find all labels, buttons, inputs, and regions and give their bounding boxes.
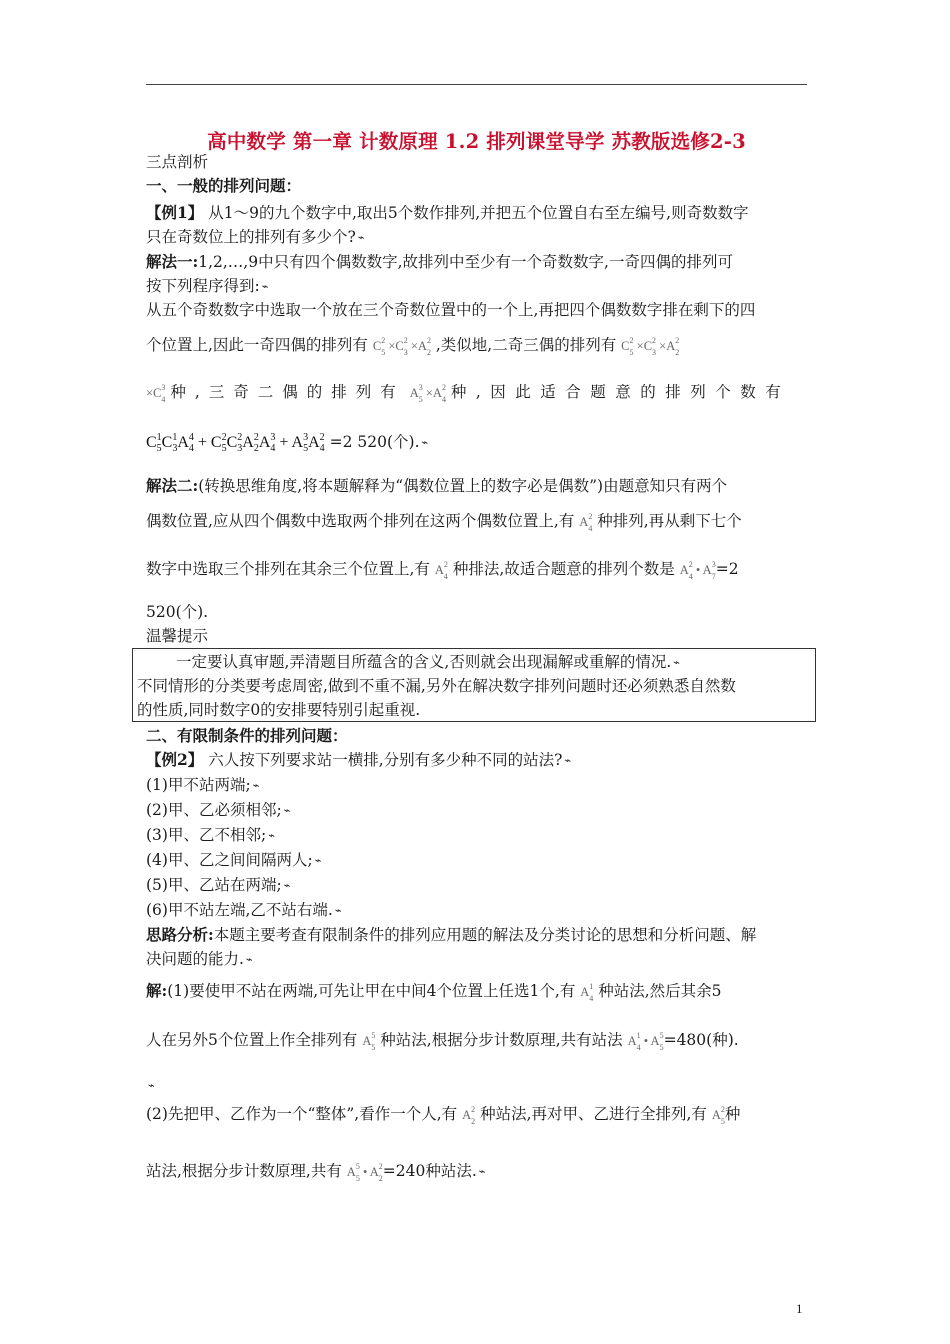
analysis-text-b: 决问题的能力. bbox=[146, 950, 244, 968]
m1-line3: 从五个奇数数字中选取一个放在三个奇数位置中的一个上,再把四个偶数数字排在剩下的四 bbox=[146, 301, 756, 319]
ex2-item-3: (3)甲、乙不相邻; ⌁ bbox=[146, 826, 275, 844]
paragraph-mark-icon: ⌁ bbox=[314, 854, 322, 867]
sol1-line1 bbox=[146, 975, 808, 1011]
formula-c52-c32-a22-b: $C_5^2 \times C_3^2 \times A_2^2$ bbox=[621, 336, 680, 357]
m1-text-d1: 个位置上,因此一奇四偶的排列有 bbox=[146, 336, 368, 354]
part2-heading: 二、有限制条件的排列问题： bbox=[146, 726, 348, 745]
ex1-label: 【例1】 bbox=[146, 203, 204, 222]
sol1-line2 bbox=[146, 1024, 808, 1060]
m1-text-f: =2 520(个). bbox=[329, 433, 420, 451]
paragraph-mark-icon: ⌁ bbox=[421, 436, 429, 449]
tip-line1: 一定要认真审题,弄清题目所蕴含的含义,否则就会出现漏解或重解的情况. ⌁ bbox=[176, 653, 680, 671]
m1-line6 bbox=[146, 426, 808, 461]
ex2-text: 六人按下列要求站一横排,分别有多少种不同的站法? bbox=[208, 751, 563, 769]
ex1-line1 bbox=[146, 201, 808, 225]
ex2-item-5: (5)甲、乙站在两端; ⌁ bbox=[146, 876, 291, 894]
paragraph-mark-icon: ⌁ bbox=[148, 1079, 155, 1092]
formula-a55: $A_5^5$ bbox=[362, 1031, 376, 1052]
sol2-text-b1: 站法,根据分步计数原理,共有 bbox=[146, 1162, 342, 1180]
ex1-text-a: 从1～9的九个数字中,取出5个数作排列,并把五个位置自右至左编号,则奇数数字 bbox=[208, 204, 749, 222]
analysis-text-a: 本题主要考查有限制条件的排列应用题的解法及分类讨论的思想和分析问题、解 bbox=[213, 926, 757, 944]
sol2-line2 bbox=[146, 1155, 808, 1191]
sol1-text-a2: 种站法,然后其余5 bbox=[598, 982, 722, 1000]
formula-a42-b: $A_4^2$ bbox=[434, 560, 448, 581]
ex2-label: 【例2】 bbox=[146, 750, 204, 769]
m1-text-b: 按下列程序得到: bbox=[146, 277, 260, 295]
formula-sum: $C_5^1C_3^1A_4^4 + C_5^2C_3^2A_2^2A_4^3 + A_5^3A_4^2$ bbox=[146, 432, 325, 454]
formula-a41: $A_4^1$ bbox=[580, 982, 594, 1003]
paragraph-mark-icon: ⌁ bbox=[564, 754, 572, 767]
formula-a41-a55: $A_4^1$ • $A_5^5$ bbox=[627, 1031, 664, 1052]
formula-a55-a22: $A_5^5$ • $A_2^2$ bbox=[346, 1162, 383, 1183]
paragraph-mark-icon: ⌁ bbox=[357, 231, 365, 244]
paragraph-mark-icon: ⌁ bbox=[283, 804, 291, 817]
m1-line5 bbox=[146, 376, 808, 412]
sol1-text-b3: =480(种). bbox=[663, 1031, 739, 1049]
sol1-text-a1: (1)要使甲不站在两端,可先让甲在中间4个位置上任选1个,有 bbox=[167, 982, 576, 1000]
paragraph-mark-icon: ⌁ bbox=[283, 879, 291, 892]
paragraph-mark-icon: ⌁ bbox=[261, 280, 269, 293]
sol2-line1 bbox=[146, 1098, 808, 1134]
m2-text-c2: 种排法,故适合题意的排列个数是 bbox=[452, 560, 675, 578]
formula-c52-c32-a22: $C_5^2 \times C_3^2 \times A_2^2$ bbox=[372, 336, 431, 357]
m1-line4 bbox=[146, 329, 808, 365]
m2-text-c1: 数字中选取三个排列在其余三个位置上,有 bbox=[146, 560, 430, 578]
header-rule bbox=[146, 84, 807, 85]
section-intro: 三点剖析 bbox=[146, 153, 209, 171]
part1-heading: 一、一般的排列问题： bbox=[146, 176, 302, 195]
paragraph-mark-icon: ⌁ bbox=[268, 829, 275, 842]
formula-a22: $A_2^2$ bbox=[462, 1105, 476, 1126]
sol1-text-b2: 种站法,根据分步计数原理,共有站法 bbox=[380, 1031, 623, 1049]
m2-text-b1: 偶数位置,应从四个偶数中选取两个排列在这两个偶数位置上,有 bbox=[146, 512, 575, 530]
ex2-item-4: (4)甲、乙之间间隔两人; ⌁ bbox=[146, 851, 322, 869]
ex1-line2 bbox=[146, 225, 808, 250]
formula-a42-a73: $A_4^2$ • $A_7^3$ bbox=[679, 560, 716, 581]
m1-text-e1: 种,三奇二偶的排列有 bbox=[170, 383, 405, 401]
paragraph-mark-icon: ⌁ bbox=[245, 953, 253, 966]
m1-text-d2: ,类似地,二奇三偶的排列有 bbox=[435, 336, 617, 354]
sol2-text-a1: (2)先把甲、乙作为一个“整体”,看作一个人,有 bbox=[146, 1105, 458, 1123]
sol2-text-a3: 种 bbox=[724, 1105, 741, 1123]
sol1-text-b1: 人在另外5个位置上作全排列有 bbox=[146, 1031, 358, 1049]
analysis-label: 思路分析: bbox=[146, 925, 214, 944]
formula-c43: $\times C_4^3$ bbox=[146, 383, 166, 404]
ex1-text-b: 只在奇数位上的排列有多少个? bbox=[146, 228, 356, 246]
m2-text-a: (转换思维角度,将本题解释为“偶数位置上的数字必是偶数”)由题意知只有两个 bbox=[198, 477, 728, 495]
m1-line2 bbox=[146, 274, 808, 299]
m2-line1 bbox=[146, 474, 808, 498]
analysis-line2 bbox=[146, 947, 808, 972]
page-number: 1 bbox=[796, 1301, 803, 1316]
sol2-text-b2: =240种站法. bbox=[382, 1162, 477, 1180]
m2-text-c3: =2 bbox=[715, 560, 739, 578]
ex2-line1 bbox=[146, 748, 808, 773]
m1-text-a: 1,2,…,9中只有四个偶数数字,故排列中至少有一个奇数数字,一奇四偶的排列可 bbox=[198, 253, 733, 271]
formula-a53-a42: $A_5^3 \times A_4^2$ bbox=[409, 383, 446, 404]
ex2-item-6: (6)甲不站左端,乙不站右端. ⌁ bbox=[146, 901, 342, 919]
formula-a42: $A_4^2$ bbox=[579, 512, 593, 533]
analysis-line1 bbox=[146, 923, 808, 947]
m1-label: 解法一: bbox=[146, 252, 199, 271]
paragraph-mark-icon: ⌁ bbox=[252, 779, 260, 792]
sol2-text-a2: 种站法,再对甲、乙进行全排列,有 bbox=[480, 1105, 707, 1123]
paragraph-mark-icon: ⌁ bbox=[334, 904, 342, 917]
m2-line3 bbox=[146, 553, 808, 589]
tip-line3: 的性质,同时数字0的安排要特别引起重视. bbox=[137, 701, 421, 719]
paragraph-mark-icon: ⌁ bbox=[478, 1165, 486, 1178]
formula-a52: $A_5^2$ bbox=[711, 1105, 725, 1126]
ex2-item-2: (2)甲、乙必须相邻; ⌁ bbox=[146, 801, 291, 819]
m1-text-e2: 种,因此适合题意的排列个数有 bbox=[450, 383, 791, 401]
ex2-item-1: (1)甲不站两端; ⌁ bbox=[146, 776, 260, 794]
tip-heading: 温馨提示 bbox=[146, 627, 209, 645]
sol1-line3 bbox=[146, 1073, 808, 1098]
paragraph-mark-icon: ⌁ bbox=[673, 656, 680, 669]
m2-label: 解法二: bbox=[146, 476, 199, 495]
m2-line4: 520(个). bbox=[146, 603, 209, 621]
sol-label: 解: bbox=[146, 981, 168, 1000]
page-title: 高中数学 第一章 计数原理 1.2 排列课堂导学 苏教版选修2-3 bbox=[207, 130, 746, 153]
tip-line2: 不同情形的分类要考虑周密,做到不重不漏,另外在解决数字排列问题时还必须熟悉自然数 bbox=[137, 677, 736, 695]
m2-line2 bbox=[146, 505, 808, 541]
m2-text-b2: 种排列,再从剩下七个 bbox=[597, 512, 742, 530]
m1-line1 bbox=[146, 250, 808, 274]
